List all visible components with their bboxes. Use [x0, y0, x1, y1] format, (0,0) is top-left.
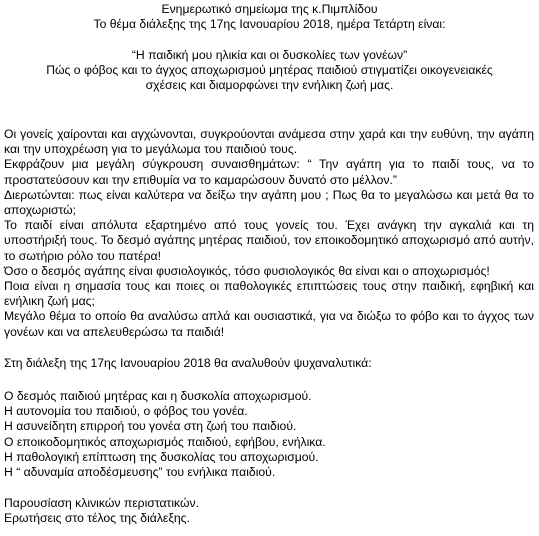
document-header	[0, 2, 539, 32]
topic-title: “Η παιδική μου ηλικία και οι δυσκολίες των γονέων”	[131, 48, 408, 62]
list-item: Η παθολογική επίπτωση της δυσκολίας του αποχωρισμού.	[4, 449, 319, 464]
body-paragraph-6: Ποια είναι η σημασία τους και ποιες οι παθολογικές επιπτώσεις τους στην παιδική, εφηβική και ενήλικη ζωή μας;	[4, 279, 534, 309]
analysis-intro-text: Στη διάλεξη της 17ης Ιανουαρίου 2018 θα αναλυθούν ψυχαναλυτικά:	[4, 356, 372, 370]
body-paragraph-4: Το παιδί είναι απόλυτα εξαρτημένο από τους γονείς του. Έχει ανάγκη την αγκαλιά και τη υποστήριξή τους. Το δεσμό αγάπης μητέρας παιδιού, τον εποικοδομητικό αποχωρισμό από αυτήν, το σωτήριο ρόλο του πατέρα!	[4, 218, 534, 263]
questions-note: Ερωτήσεις στο τέλος της διάλεξης.	[4, 511, 190, 526]
body-paragraph-1: Οι γονείς χαίρονται και αγχώνονται, συγκρούονται ανάμεσα στην χαρά και την ευθύνη, την αγάπη και την υποχρέωση για το μεγάλωμα του παιδιού τους.	[4, 127, 534, 157]
list-item: Η αυτονομία του παιδιού, ο φόβος του γονέα.	[4, 404, 248, 419]
list-item: Η ασυνείδητη επιρροή του γονέα στη ζωή του παιδιού.	[4, 419, 297, 434]
lecture-date-line: Το θέμα διάλεξης της 17ης Ιανουαρίου 2018, ημέρα Τετάρτη είναι:	[93, 17, 446, 32]
list-item: Ο δεσμός παιδιού μητέρας και η δυσκολία αποχωρισμού.	[4, 389, 312, 403]
list-item: Ο εποικοδομητικός αποχωρισμός παιδιού, εφήβου, ενήλικα.	[4, 434, 326, 449]
topic-subtitle-line-2: σχέσεις και διαμορφώνει την ενήλικη ζωή μας.	[145, 78, 394, 93]
topic-subtitle-line-1: Πώς ο φόβος και το άγχος αποχωρισμού μητέρας παιδιού στιγματίζει οικογενειακές	[46, 63, 493, 78]
list-item: Η “ αδυναμία αποδέσμευσης” του ενήλικα παιδιού.	[4, 465, 276, 480]
case-presentation-note: Παρουσίαση κλινικών περιστατικών.	[4, 496, 199, 510]
analysis-topics-list	[4, 389, 534, 480]
memo-title: Ενημερωτικό σημείωμα της κ.Πιμπλίδου	[161, 2, 378, 16]
body-paragraph-3: Διερωτώνται: πως είναι καλύτερα να δείξω την αγάπη μου ; Πως θα το μεγαλώσω και μετά θα το αποχωριστώ;	[4, 187, 534, 218]
analysis-intro	[4, 356, 534, 371]
body-paragraph-7: Μεγάλο θέμα το οποίο θα αναλύσω απλά και ουσιαστικά, για να διώξω το φόβο και το άγχος των γονέων και να απελευθερώσω τα παιδιά!	[4, 309, 534, 339]
lecture-topic	[0, 48, 539, 94]
body-paragraph-5: Όσο ο δεσμός αγάπης είναι φυσιολογικός, τόσο φυσιολογικός θα είναι και ο αποχωρισμός!	[4, 263, 490, 278]
body-text	[4, 127, 534, 340]
body-paragraph-2: Εκφράζουν μια μεγάλη σύγκρουση συναισθημάτων: “ Την αγάπη για το παιδί τους, να το προστατεύσουν και την επιθυμία να το καμαρώσουν δυνατό στο μέλλον.”	[4, 157, 534, 187]
closing-notes	[4, 496, 534, 526]
